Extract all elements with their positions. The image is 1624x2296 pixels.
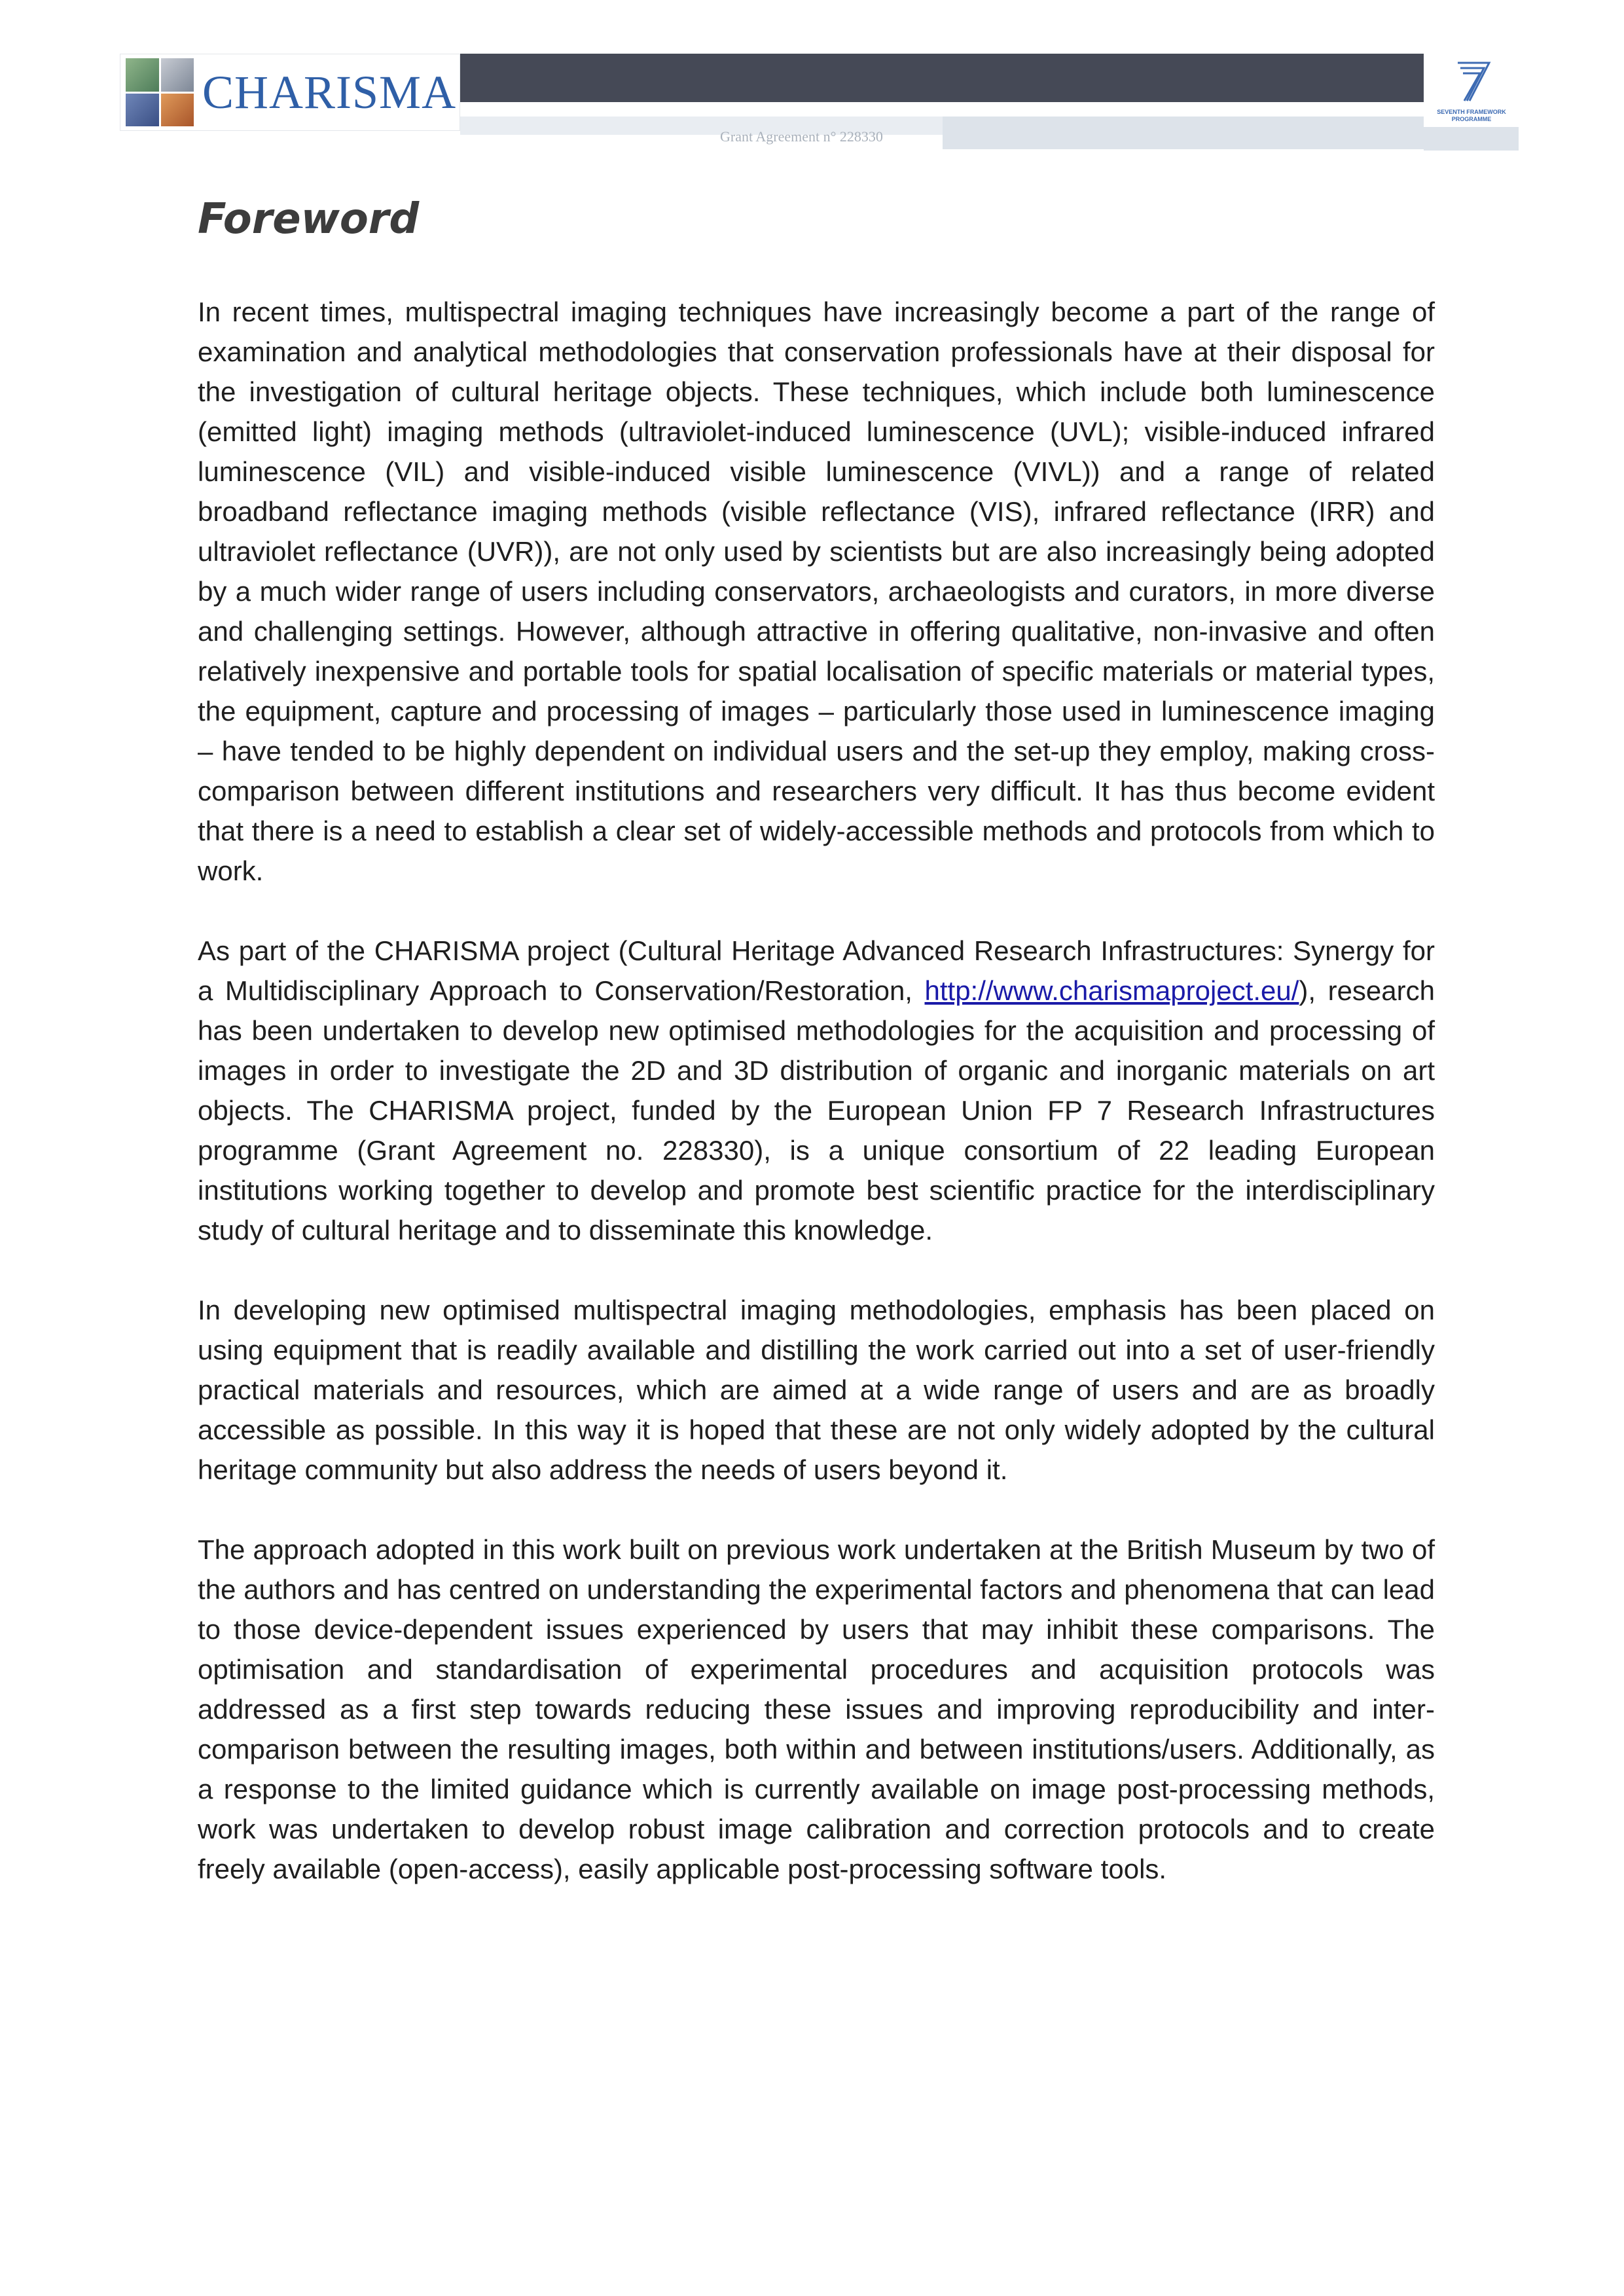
- header-band-dark: [460, 54, 1424, 102]
- paragraph: In recent times, multispectral imaging techniques have increasingly become a part of the range of examination and analytical methodologies that conservation professionals have at their disposal for the investigation of cultural heritage objects. These techniques, which include both luminescence (emitted light) imaging methods (ultraviolet-induced luminescence (UVL); visible-induced infrared luminescence (VIL) and visible-induced visible luminescence (VIVL)) and a range of related broadband reflectance imaging methods (visible reflectance (VIS), infrared reflectance (IRR) and ultraviolet reflectance (UVR)), are not only used by scientists but are also increasingly being adopted by a much wider range of users including conservators, archaeologists and curators, in more diverse and challenging settings. However, although attractive in offering qualitative, non-invasive and often relatively inexpensive and portable tools for spatial localisation of specific materials or material types, the equipment, capture and processing of images – particularly those used in luminescence imaging – have tended to be highly dependent on individual users and the set-up they employ, making cross-comparison between different institutions and researchers very difficult. It has thus become evident that there is a need to establish a clear set of widely-accessible methods and protocols from which to work.: [198, 296, 1435, 886]
- charisma-project-link[interactable]: http://www.charismaproject.eu/: [924, 975, 1299, 1006]
- logo-image-tiles: [126, 58, 194, 126]
- paragraph-text: As part of the CHARISMA project (Cultural Heritage Advanced Research Infrastructures: Synergy for a Multidisciplinary Approach to Conservation/Restoration,: [198, 935, 1435, 1006]
- logo-tile: [161, 94, 194, 127]
- paragraph: [198, 931, 1435, 1250]
- grant-agreement-label: Grant Agreement n° 228330: [720, 128, 883, 145]
- header-band-light: [943, 117, 1424, 149]
- fp7-caption: SEVENTH FRAMEWORK PROGRAMME: [1437, 109, 1506, 122]
- charisma-logo: [120, 54, 460, 131]
- fp7-numeral: 7: [1469, 89, 1473, 96]
- header-band-light: [1424, 124, 1519, 151]
- logo-tile: [126, 94, 159, 127]
- paragraph-text: ), research has been undertaken to develop new optimised methodologies for the acquisition and processing of images in order to investigate the 2D and 3D distribution of organic and inorganic materials on art objects. The CHARISMA project, funded by the European Union FP 7 Research Infrastructures programme (Grant Agreement no. 228330), is a unique consortium of 22 leading European institutions working together to develop and promote best scientific practice for the interdisciplinary study of cultural heritage and to disseminate this knowledge.: [198, 975, 1435, 1246]
- paragraph: In developing new optimised multispectral imaging methodologies, emphasis has been placed on using equipment that is readily available and distilling the work carried out into a set of user-friendly practical materials and resources, which are aimed at a wide range of users and are as broadly accessible as possible. In this way it is hoped that these are not only widely adopted by the cultural heritage community but also address the needs of users beyond it.: [198, 1295, 1435, 1485]
- logo-tile: [161, 58, 194, 92]
- page-title: Foreword: [198, 195, 420, 243]
- foreword-body: [198, 292, 1435, 1929]
- logo-tile: [126, 58, 159, 92]
- logo-text: CHARISMA: [202, 66, 457, 118]
- page-header: [0, 0, 1624, 157]
- paragraph: The approach adopted in this work built on previous work undertaken at the British Museum by two of the authors and has centred on understanding the experimental factors and phenomena that can lead to those device-dependent issues experienced by users that may inhibit these comparisons. The optimisation and standardisation of experimental procedures and acquisition protocols was addressed as a first step towards reducing these issues and improving reproducibility and inter-comparison between the resulting images, both within and between institutions/users. Additionally, as a response to the limited guidance which is currently available on image post-processing methods, work was undertaken to develop robust image calibration and correction protocols and to create freely available (open-access), easily applicable post-processing software tools.: [198, 1534, 1435, 1884]
